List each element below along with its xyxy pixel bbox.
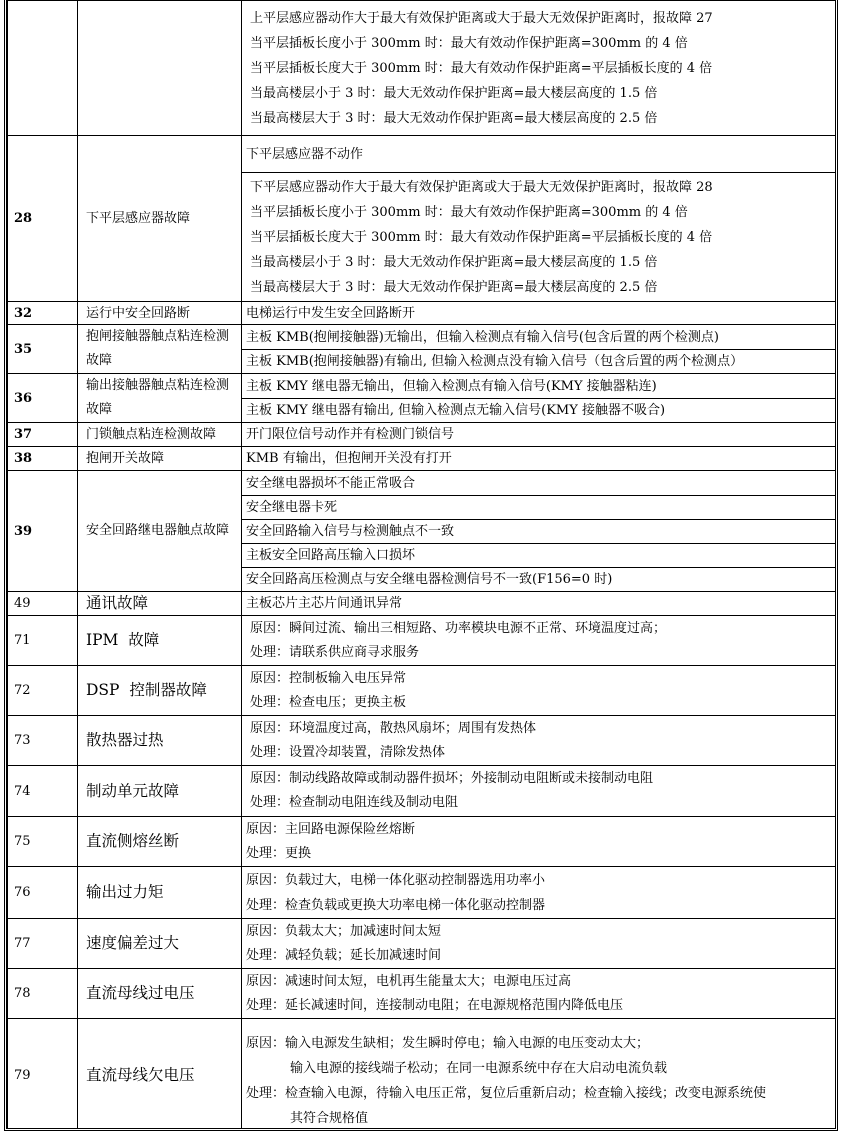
fault-name: 抱闸开关故障 [78, 447, 242, 471]
fault-code: 28 [8, 136, 78, 302]
table-row [8, 919, 836, 969]
fault-remedy: 处理：减轻负载；延长加减速时间 [246, 947, 442, 963]
fault-description: 主板芯片主芯片间通讯异常 [242, 592, 836, 616]
fault-name: 直流母线欠电压 [78, 1019, 242, 1132]
fault-name: 速度偏差过大 [78, 919, 242, 969]
fault-remedy-continued: 其符合规格值 [290, 1111, 369, 1126]
fault-code: 78 [8, 969, 78, 1019]
table-row [8, 817, 836, 867]
fault-name: DSP 控制器故障 [78, 666, 242, 716]
fault-name: 抱闸接触器触点粘连检测故障 [78, 325, 242, 374]
table-row [8, 374, 836, 399]
fault-remedy: 处理：检查输入电源，待输入电压正常，复位后重新启动；检查输入接线；改变电源系统使 [246, 1086, 767, 1101]
fault-code: 76 [8, 867, 78, 919]
fault-description [242, 817, 836, 867]
fault-remedy: 处理：设置冷却装置，清除发热体 [250, 744, 446, 760]
fault-name: 通讯故障 [78, 592, 242, 616]
table-row [8, 616, 836, 666]
fault-code: 73 [8, 716, 78, 766]
fault-remedy: 处理：请联系供应商寻求服务 [250, 644, 420, 660]
fault-description: 安全回路高压检测点与安全继电器检测信号不一致(F156=0 时) [242, 568, 836, 592]
fault-code: 71 [8, 616, 78, 666]
fault-description [242, 1, 836, 136]
fault-description: 安全继电器损坏不能正常吸合 [242, 471, 836, 496]
fault-code: 35 [8, 325, 78, 374]
fault-name [78, 1, 242, 136]
fault-name: 门锁触点粘连检测故障 [78, 423, 242, 447]
table-row [8, 325, 836, 350]
description-line: 当最高楼层小于 3 时：最大无效动作保护距离=最大楼层高度的 1.5 倍 [250, 255, 658, 270]
fault-name: 运行中安全回路断 [78, 302, 242, 325]
fault-cause: 原因：控制板输入电压异常 [250, 670, 407, 686]
fault-remedy: 处理：更换 [246, 845, 312, 861]
fault-description [242, 666, 836, 716]
table-row [8, 1, 836, 136]
description-line: 当平层插板长度小于 300mm 时：最大有效动作保护距离=300mm 的 4 倍 [250, 205, 688, 220]
fault-code [8, 1, 78, 136]
fault-code: 77 [8, 919, 78, 969]
table-row [8, 423, 836, 447]
fault-name: 下平层感应器故障 [78, 136, 242, 302]
fault-cause: 原因：环境温度过高，散热风扇坏；周围有发热体 [250, 720, 537, 736]
fault-code: 32 [8, 302, 78, 325]
description-line: 当平层插板长度大于 300mm 时：最大有效动作保护距离=平层插板长度的 4 倍 [250, 230, 713, 245]
fault-cause: 原因：制动线路故障或制动器件损坏；外接制动电阻断或未接制动电阻 [250, 771, 654, 786]
fault-name: 安全回路继电器触点故障 [78, 471, 242, 592]
table-row [8, 1019, 836, 1132]
fault-name: 制动单元故障 [78, 766, 242, 817]
fault-name: 直流母线过电压 [78, 969, 242, 1019]
table-row [8, 766, 836, 817]
description-line: 当最高楼层大于 3 时：最大无效动作保护距离=最大楼层高度的 2.5 倍 [250, 280, 658, 295]
fault-code: 49 [8, 592, 78, 616]
fault-description: 主板 KMB(抱闸接触器)有输出, 但输入检测点没有输入信号（包含后置的两个检测点） [242, 350, 836, 374]
description-line: 上平层感应器动作大于最大有效保护距离或大于最大无效保护距离时，报故障 27 [250, 11, 713, 26]
fault-name: 直流侧熔丝断 [78, 817, 242, 867]
fault-code: 79 [8, 1019, 78, 1132]
fault-description [242, 616, 836, 666]
fault-name: 散热器过热 [78, 716, 242, 766]
fault-remedy: 处理：检查制动电阻连线及制动电阻 [250, 795, 459, 810]
fault-name: 输出过力矩 [78, 867, 242, 919]
fault-cause: 原因：输入电源发生缺相；发生瞬时停电；输入电源的电压变动太大； [246, 1036, 650, 1051]
fault-code: 36 [8, 374, 78, 423]
table-row [8, 447, 836, 471]
fault-description: 主板 KMY 继电器无输出，但输入检测点有输入信号(KMY 接触器粘连) [242, 374, 836, 399]
fault-code: 38 [8, 447, 78, 471]
table-row [8, 136, 836, 173]
fault-cause: 原因：瞬间过流、输出三相短路、功率模块电源不正常、环境温度过高； [250, 620, 667, 636]
fault-cause: 原因：负载过大，电梯一体化驱动控制器选用功率小 [246, 872, 546, 888]
fault-description [242, 766, 836, 817]
table-row [8, 471, 836, 496]
description-line: 当最高楼层大于 3 时：最大无效动作保护距离=最大楼层高度的 2.5 倍 [250, 111, 658, 126]
fault-description: 主板安全回路高压输入口损坏 [242, 544, 836, 568]
description-line: 下平层感应器动作大于最大有效保护距离或大于最大无效保护距离时，报故障 28 [250, 180, 713, 195]
description-line: 当平层插板长度小于 300mm 时：最大有效动作保护距离=300mm 的 4 倍 [250, 36, 688, 51]
fault-description: 下平层感应器不动作 [242, 136, 836, 173]
description-line: 当平层插板长度大于 300mm 时：最大有效动作保护距离=平层插板长度的 4 倍 [250, 61, 713, 76]
table-row [8, 867, 836, 919]
fault-description: 电梯运行中发生安全回路断开 [242, 302, 836, 325]
fault-table-frame [4, 0, 838, 1131]
fault-description [242, 173, 836, 302]
fault-description [242, 716, 836, 766]
table-row [8, 666, 836, 716]
fault-description [242, 969, 836, 1019]
fault-description: 安全继电器卡死 [242, 496, 836, 520]
fault-code: 74 [8, 766, 78, 817]
fault-remedy: 处理：延长减速时间，连接制动电阻；在电源规格范围内降低电压 [246, 997, 624, 1013]
fault-description [242, 867, 836, 919]
fault-name: 输出接触器触点粘连检测故障 [78, 374, 242, 423]
table-row [8, 969, 836, 1019]
table-row [8, 302, 836, 325]
fault-name: IPM 故障 [78, 616, 242, 666]
fault-description: 主板 KMB(抱闸接触器)无输出，但输入检测点有输入信号(包含后置的两个检测点) [242, 325, 836, 350]
fault-cause: 原因：减速时间太短，电机再生能量太大；电源电压过高 [246, 973, 572, 989]
fault-cause: 原因：负载太大；加减速时间太短 [246, 923, 442, 939]
fault-remedy: 处理：检查电压；更换主板 [250, 694, 407, 710]
fault-cause: 原因：主回路电源保险丝熔断 [246, 821, 416, 837]
fault-description: KMB 有输出，但抱闸开关没有打开 [242, 447, 836, 471]
table-row [8, 592, 836, 616]
fault-cause-continued: 输入电源的接线端子松动；在同一电源系统中存在大启动电流负载 [290, 1061, 668, 1076]
fault-code: 72 [8, 666, 78, 716]
fault-code: 75 [8, 817, 78, 867]
fault-description: 主板 KMY 继电器有输出, 但输入检测点无输入信号(KMY 接触器不吸合) [242, 399, 836, 423]
fault-code-table [7, 0, 836, 1131]
fault-description [242, 919, 836, 969]
fault-description [242, 1019, 836, 1132]
fault-remedy: 处理：检查负载或更换大功率电梯一体化驱动控制器 [246, 897, 546, 913]
fault-description: 开门限位信号动作并有检测门锁信号 [242, 423, 836, 447]
description-line: 当最高楼层小于 3 时：最大无效动作保护距离=最大楼层高度的 1.5 倍 [250, 86, 658, 101]
fault-code: 37 [8, 423, 78, 447]
fault-code: 39 [8, 471, 78, 592]
table-row [8, 716, 836, 766]
fault-description: 安全回路输入信号与检测触点不一致 [242, 520, 836, 544]
